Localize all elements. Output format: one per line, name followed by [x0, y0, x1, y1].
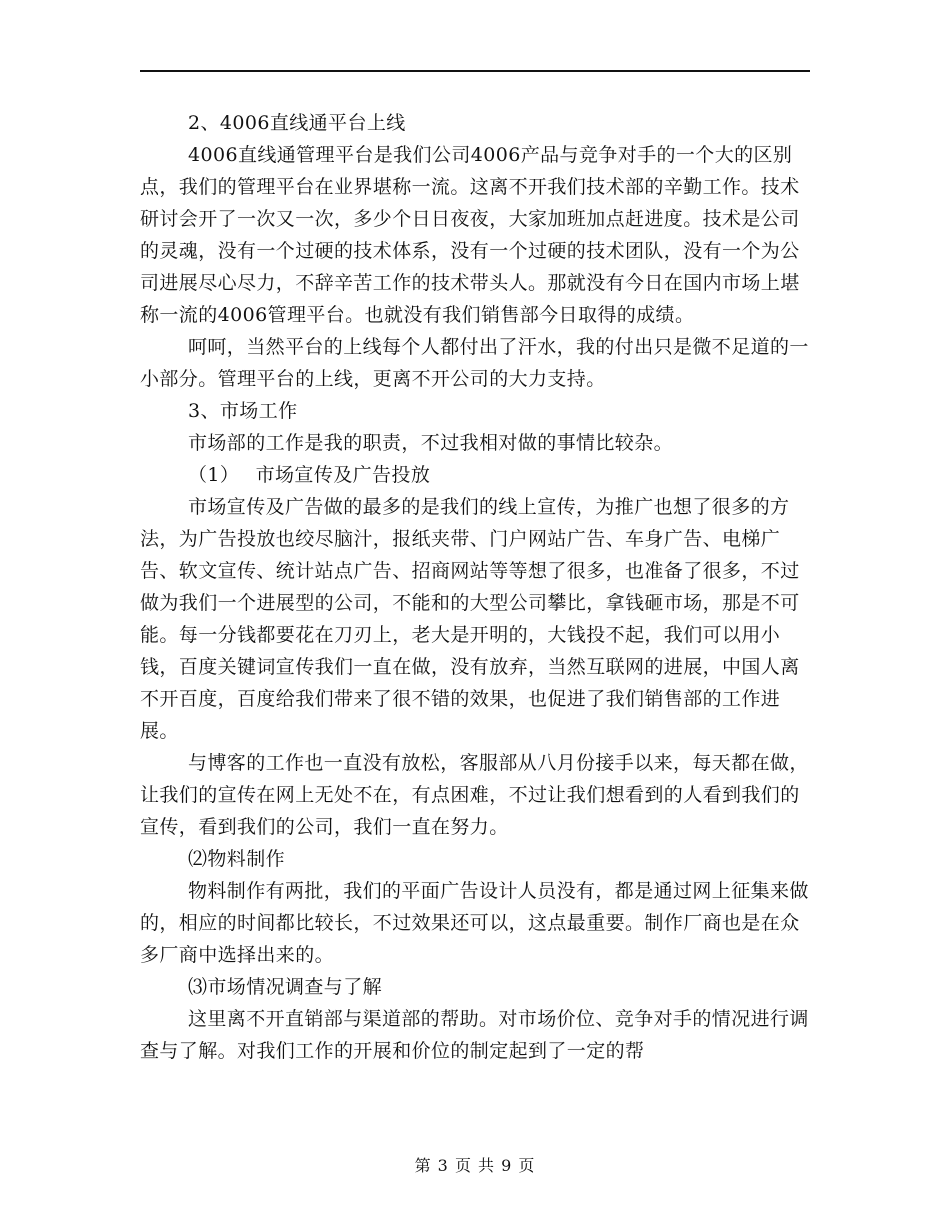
paragraph-platform-description: 4006直线通管理平台是我们公司4006产品与竞争对手的一个大的区别点，我们的管理平台在业界堪称一流。这离不开我们技术部的辛勤工作。技术研讨会开了一次又一次，多少个日日夜夜，大家加班加点赶进度。技术是公司的灵魂，没有一个过硬的技术体系，没有一个过硬的技术团队，没有一个为公司进展尽心尽力，不辞辛苦工作的技术带头人。那就没有今日在国内市场上堪称一流的4006管理平台。也就没有我们销售部今日取得的成绩。 — [140, 144, 800, 326]
subheading-market-research: ⑶市场情况调查与了解 — [188, 976, 383, 998]
subheading-materials: ⑵物料制作 — [188, 848, 286, 870]
section-heading-market-work: 3、市场工作 — [188, 400, 298, 422]
paragraph-advertising: 市场宣传及广告做的最多的是我们的线上宣传，为推广也想了很多的方法，为广告投放也绞尽脑汁，报纸夹带、门户网站广告、车身广告、电梯广告、软文宣传、统计站点广告、招商网站等等想了很多，也准备了很多，不过做为我们一个进展型的公司，不能和的大型公司攀比，拿钱砸市场，那是不可能。每一分钱都要花在刀刃上，老大是开明的，大钱投不起，我们可以用小钱，百度关键词宣传我们一直在做，没有放弃，当然互联网的进展，中国人离不开百度，百度给我们带来了很不错的效果，也促进了我们销售部的工作进展。 — [140, 496, 800, 742]
paragraph-market-research: 这里离不开直销部与渠道部的帮助。对市场价位、竞争对手的情况进行调查与了解。对我们工作的开展和价位的制定起到了一定的帮 — [140, 1008, 809, 1062]
subheading-advertising: （1） 市场宣传及广告投放 — [188, 464, 431, 486]
header-rule — [140, 70, 810, 72]
paragraph-blog-work: 与博客的工作也一直没有放松，客服部从八月份接手以来，每天都在做，让我们的宣传在网上无处不在，有点困难，不过让我们想看到的人看到我们的宣传，看到我们的公司，我们一直在努力。 — [140, 752, 809, 838]
paragraph-materials: 物料制作有两批，我们的平面广告设计人员没有，都是通过网上征集来做的，相应的时间都比较长，不过效果还可以，这点最重要。制作厂商也是在众多厂商中选择出来的。 — [140, 880, 809, 966]
paragraph-platform-support: 呵呵，当然平台的上线每个人都付出了汗水，我的付出只是微不足道的一小部分。管理平台的上线，更离不开公司的大力支持。 — [140, 336, 809, 390]
document-body — [140, 107, 810, 1067]
page-number-footer: 第 3 页 共 9 页 — [414, 1156, 536, 1175]
paragraph-market-duty: 市场部的工作是我的职责，不过我相对做的事情比较杂。 — [188, 432, 674, 454]
section-heading-platform-launch: 2、4006直线通平台上线 — [188, 112, 406, 134]
